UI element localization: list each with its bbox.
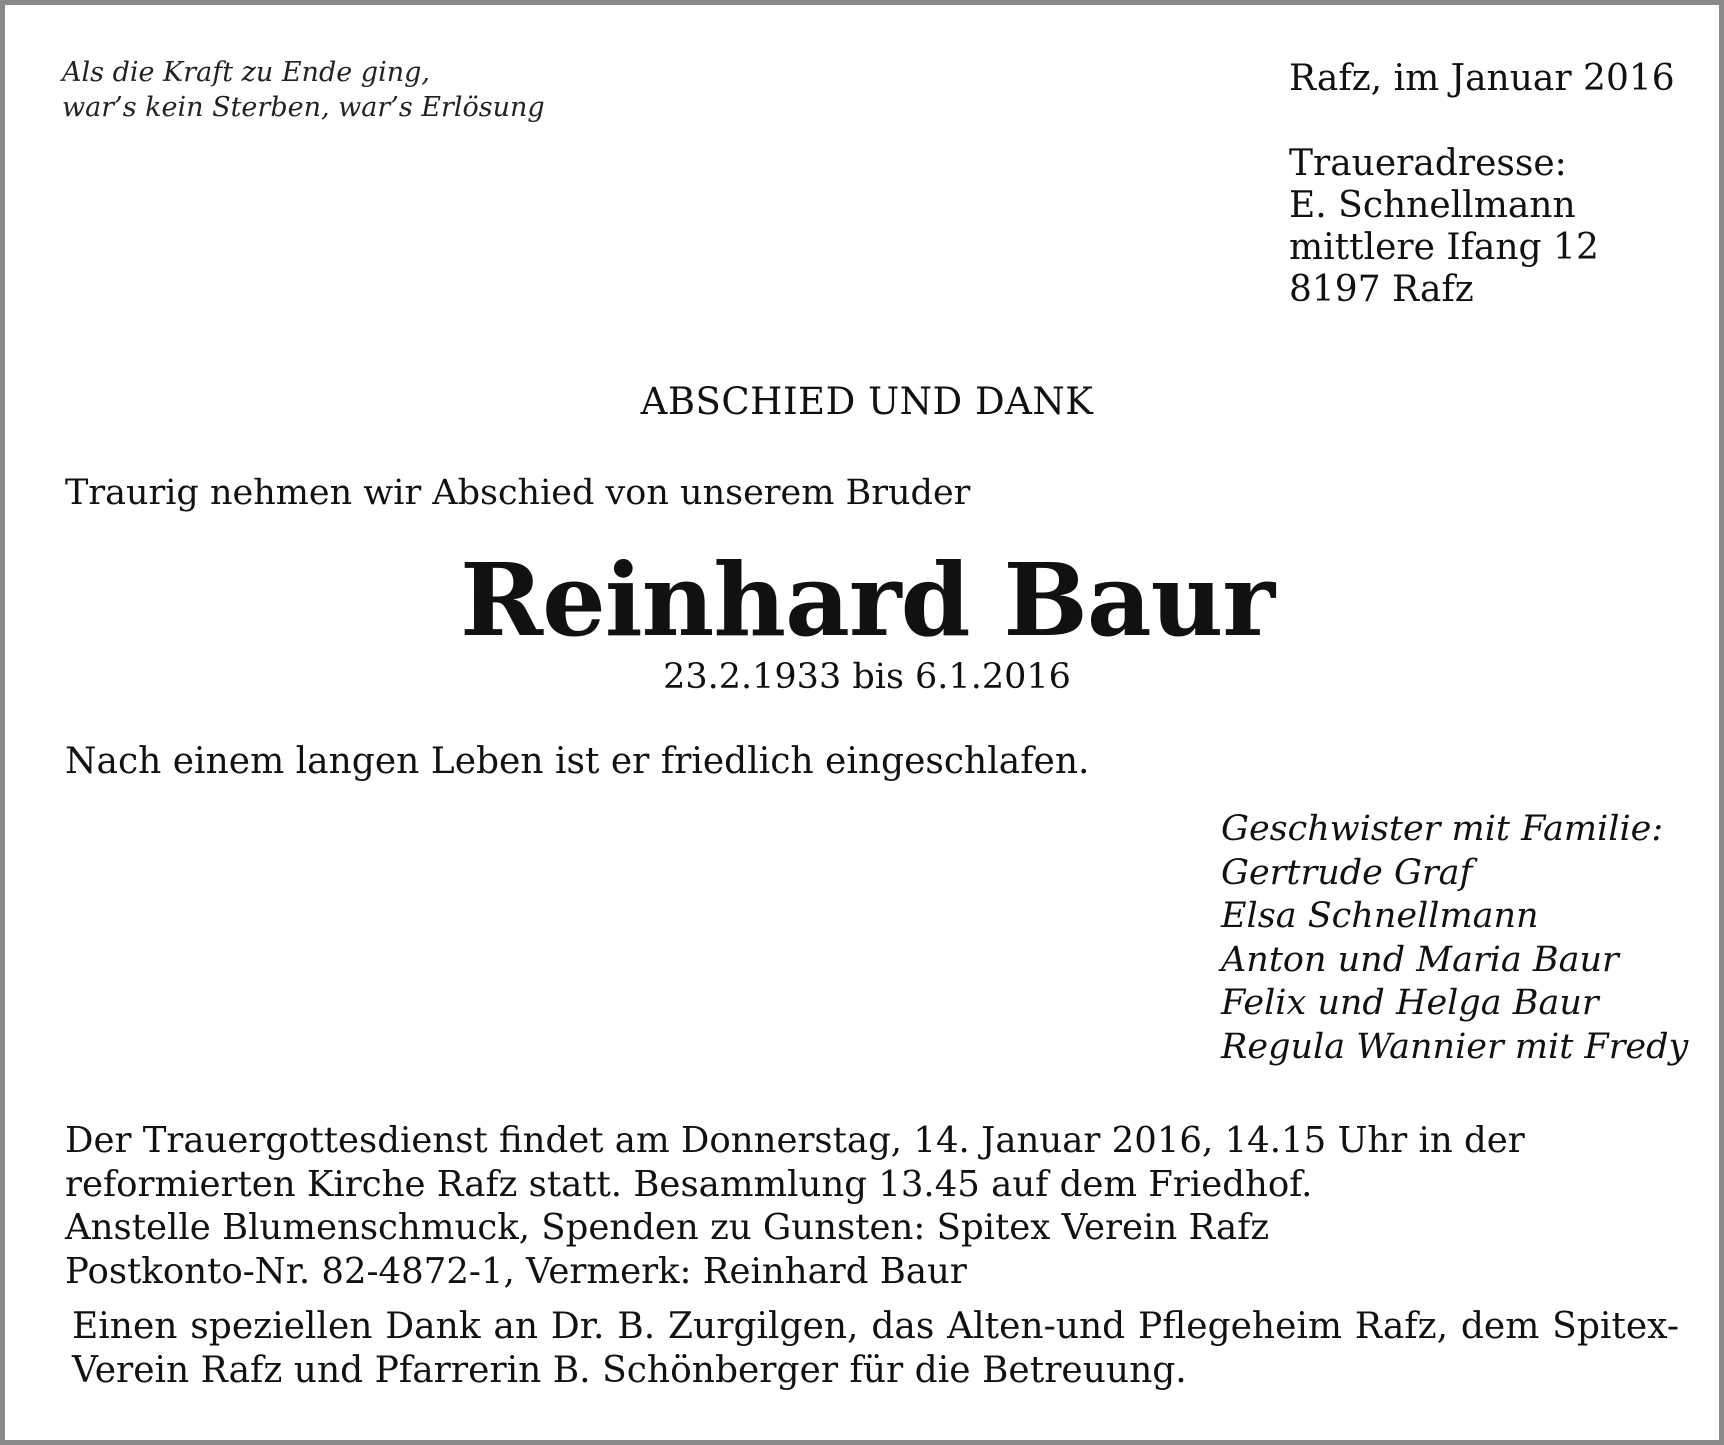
service-info <box>65 1119 1525 1293</box>
postal-account-line: Postkonto-Nr. 82-4872-1, Vermerk: Reinhard Baur <box>65 1250 967 1292</box>
thanks-text: Einen speziellen Dank an Dr. B. Zurgilgen, das Alten-und Pflegeheim Rafz, dem Spitex-Verein Rafz und Pfarrerin B. Schönberger für die Betreuung. <box>72 1306 1679 1391</box>
notice-heading: ABSCHIED UND DANK <box>640 380 1094 423</box>
place-date: Rafz, im Januar 2016 <box>1289 58 1675 99</box>
family-list <box>1221 808 1688 1069</box>
family-label: Geschwister mit Familie: <box>1221 809 1664 849</box>
motto <box>62 55 545 125</box>
motto-line: war’s kein Sterben, war’s Erlösung <box>62 92 545 123</box>
mourning-address <box>1289 143 1599 311</box>
motto-line: Als die Kraft zu Ende ging, <box>62 57 430 88</box>
family-member: Anton und Maria Baur <box>1221 939 1619 980</box>
peace-text: Nach einem langen Leben ist er friedlich eingeschlafen. <box>65 741 1090 782</box>
address-street: mittlere Ifang 12 <box>1289 227 1599 268</box>
family-member: Regula Wannier mit Fredy <box>1221 1026 1689 1067</box>
intro-text: Traurig nehmen wir Abschied von unserem Bruder <box>65 473 971 513</box>
address-name: E. Schnellmann <box>1289 185 1576 226</box>
address-label: Traueradresse: <box>1289 143 1567 184</box>
service-line: reformierten Kirche Rafz statt. Besammlung 13.45 auf dem Friedhof. <box>65 1163 1313 1205</box>
donation-line: Anstelle Blumenschmuck, Spenden zu Gunsten: Spitex Verein Rafz <box>65 1207 1270 1248</box>
family-member: Felix und Helga Baur <box>1221 983 1599 1023</box>
life-dates: 23.2.1933 bis 6.1.2016 <box>663 657 1071 697</box>
address-city: 8197 Rafz <box>1289 269 1474 310</box>
family-member: Elsa Schnellmann <box>1221 896 1539 936</box>
family-member: Gertrude Graf <box>1221 852 1473 893</box>
deceased-name: Reinhard Baur <box>459 541 1275 659</box>
service-line: Der Trauergottesdienst findet am Donnerstag, 14. Januar 2016, 14.15 Uhr in der <box>65 1120 1525 1161</box>
